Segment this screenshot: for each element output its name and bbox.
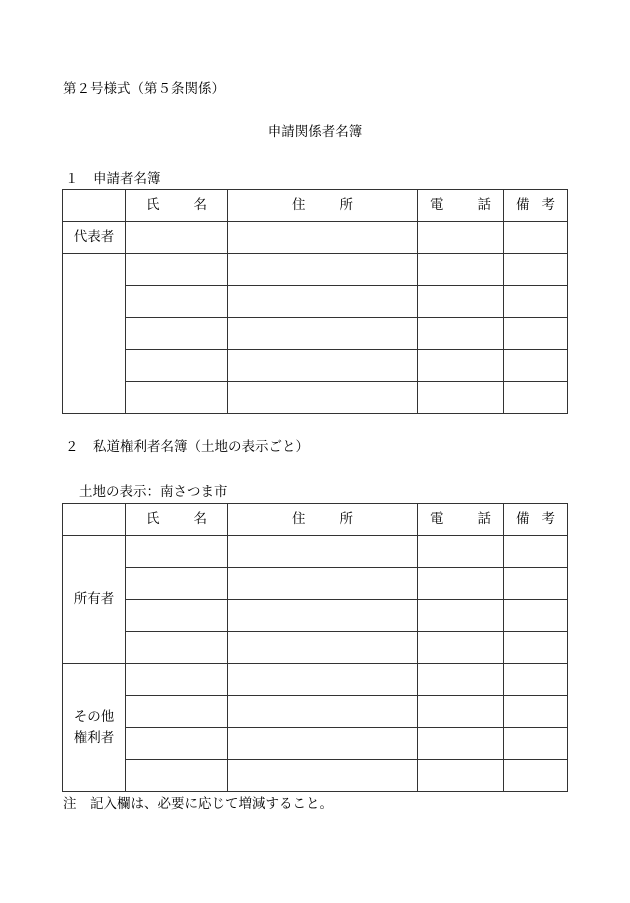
section-1-heading (65, 173, 161, 187)
page-title: 申請関係者名簿 (267, 124, 363, 140)
table-row (63, 286, 568, 318)
header-phone: 電 話 (418, 504, 504, 536)
table-row (63, 536, 568, 568)
section-2-title: 私道権利者名簿（土地の表示ごと） (93, 439, 309, 455)
remarks-cell[interactable] (504, 728, 568, 760)
table-row (63, 728, 568, 760)
name-cell[interactable] (126, 350, 228, 382)
phone-cell[interactable] (418, 568, 504, 600)
header-phone: 電 話 (418, 190, 504, 222)
table-row (63, 382, 568, 414)
section-2-heading (65, 441, 309, 455)
name-cell[interactable] (126, 382, 228, 414)
address-cell[interactable] (228, 632, 418, 664)
remarks-cell[interactable] (504, 760, 568, 792)
address-cell[interactable] (228, 254, 418, 286)
phone-cell[interactable] (418, 318, 504, 350)
phone-cell[interactable] (418, 222, 504, 254)
header-blank (63, 504, 126, 536)
table-row (63, 696, 568, 728)
table-row (63, 350, 568, 382)
header-name: 氏 名 (126, 190, 228, 222)
remarks-cell[interactable] (504, 536, 568, 568)
phone-cell[interactable] (418, 664, 504, 696)
address-cell[interactable] (228, 568, 418, 600)
table-row (63, 664, 568, 696)
name-cell[interactable] (126, 632, 228, 664)
phone-cell[interactable] (418, 382, 504, 414)
remarks-cell[interactable] (504, 382, 568, 414)
table-row (63, 318, 568, 350)
address-cell[interactable] (228, 382, 418, 414)
remarks-cell[interactable] (504, 568, 568, 600)
phone-cell[interactable] (418, 728, 504, 760)
name-cell[interactable] (126, 760, 228, 792)
address-cell[interactable] (228, 600, 418, 632)
name-cell[interactable] (126, 222, 228, 254)
name-cell[interactable] (126, 318, 228, 350)
phone-cell[interactable] (418, 760, 504, 792)
table-row (63, 568, 568, 600)
remarks-cell[interactable] (504, 350, 568, 382)
header-address: 住 所 (228, 504, 418, 536)
header-remarks: 備 考 (504, 504, 568, 536)
phone-cell[interactable] (418, 536, 504, 568)
address-cell[interactable] (228, 350, 418, 382)
remarks-cell[interactable] (504, 696, 568, 728)
land-display-label: 土地の表示：南さつま市 (79, 484, 228, 500)
table-row (63, 760, 568, 792)
section-1-number: １ (65, 171, 79, 187)
remarks-cell[interactable] (504, 254, 568, 286)
other-label-line2: 権利者 (73, 729, 115, 746)
phone-cell[interactable] (418, 254, 504, 286)
phone-cell[interactable] (418, 350, 504, 382)
table-header-row (63, 190, 568, 222)
name-cell[interactable] (126, 728, 228, 760)
private-road-rights-table (62, 503, 568, 792)
remarks-cell[interactable] (504, 222, 568, 254)
remarks-cell[interactable] (504, 664, 568, 696)
name-cell[interactable] (126, 286, 228, 318)
address-cell[interactable] (228, 696, 418, 728)
table-row (63, 632, 568, 664)
phone-cell[interactable] (418, 632, 504, 664)
phone-cell[interactable] (418, 600, 504, 632)
table-row (63, 600, 568, 632)
applicant-table (62, 189, 568, 414)
name-cell[interactable] (126, 254, 228, 286)
name-cell[interactable] (126, 568, 228, 600)
section-2-number: ２ (65, 439, 79, 455)
remarks-cell[interactable] (504, 286, 568, 318)
remarks-cell[interactable] (504, 318, 568, 350)
name-cell[interactable] (126, 536, 228, 568)
header-name: 氏 名 (126, 504, 228, 536)
name-cell[interactable] (126, 600, 228, 632)
table-row (63, 254, 568, 286)
table-row (63, 222, 568, 254)
phone-cell[interactable] (418, 696, 504, 728)
address-cell[interactable] (228, 664, 418, 696)
address-cell[interactable] (228, 286, 418, 318)
address-cell[interactable] (228, 222, 418, 254)
row-label-other-rights-holder (63, 664, 126, 792)
header-address: 住 所 (228, 190, 418, 222)
header-blank (63, 190, 126, 222)
address-cell[interactable] (228, 536, 418, 568)
address-cell[interactable] (228, 728, 418, 760)
phone-cell[interactable] (418, 286, 504, 318)
footnote: 注 記入欄は、必要に応じて増減すること。 (63, 796, 333, 812)
row-label-owner: 所有者 (63, 536, 126, 664)
table-header-row (63, 504, 568, 536)
address-cell[interactable] (228, 318, 418, 350)
name-cell[interactable] (126, 696, 228, 728)
row-label-blank (63, 254, 126, 414)
name-cell[interactable] (126, 664, 228, 696)
address-cell[interactable] (228, 760, 418, 792)
remarks-cell[interactable] (504, 600, 568, 632)
remarks-cell[interactable] (504, 632, 568, 664)
section-1-title: 申請者名簿 (93, 171, 161, 187)
other-label-line1: その他 (73, 709, 115, 726)
form-number: 第２号様式（第５条関係） (63, 81, 225, 97)
header-remarks: 備 考 (504, 190, 568, 222)
row-label-representative: 代表者 (63, 222, 126, 254)
